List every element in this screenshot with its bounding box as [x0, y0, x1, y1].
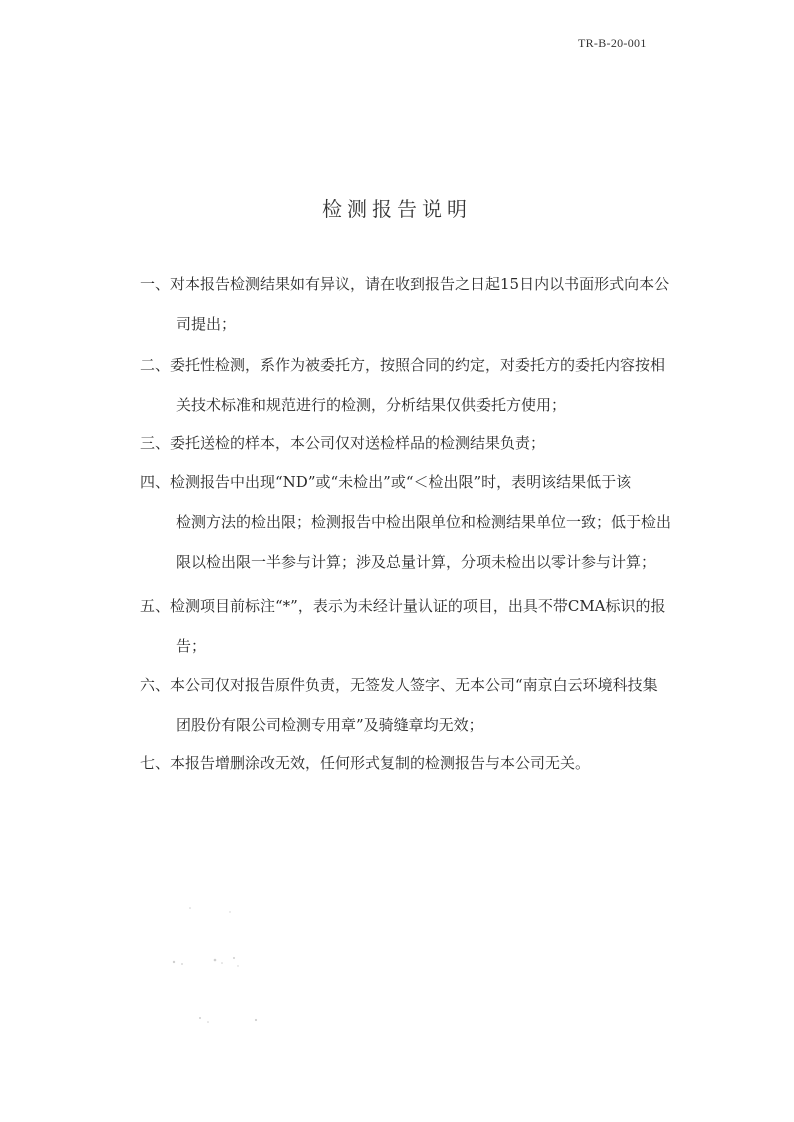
clause-3	[140, 423, 545, 463]
clause-line: 司提出；	[176, 315, 237, 333]
clause-line: 二、委托性检测，系作为被委托方，按照合同的约定，对委托方的委托内容按相	[140, 356, 666, 374]
clause-4	[140, 462, 671, 582]
clause-line: 检测方法的检出限；检测报告中检出限单位和检测结果单位一致；低于检出	[176, 513, 672, 531]
clause-line: 六、本公司仅对报告原件负责，无签发人签字、无本公司“南京白云环境科技集	[140, 676, 658, 694]
clause-6	[140, 665, 658, 745]
clause-line: 限以检出限一半参与计算；涉及总量计算，分项未检出以零计参与计算；	[176, 553, 657, 571]
clause-1	[140, 264, 669, 344]
document-code: TR-B-20-001	[578, 36, 647, 50]
clause-5	[140, 586, 666, 666]
clause-line: 五、检测项目前标注“*”，表示为未经计量认证的项目，出具不带CMA标识的报	[140, 597, 666, 615]
clause-line: 三、委托送检的样本，本公司仅对送检样品的检测结果负责；	[140, 434, 546, 452]
clause-line: 关技术标准和规范进行的检测，分析结果仅供委托方使用；	[176, 396, 567, 414]
clause-line: 七、本报告增删涂改无效，任何形式复制的检测报告与本公司无关。	[140, 754, 591, 772]
clause-line: 四、检测报告中出现“ND”或“未检出”或“＜检出限”时，表明该结果低于该	[140, 473, 632, 491]
clause-7	[140, 743, 590, 783]
scan-artifact	[160, 900, 280, 1040]
page-title: 检测报告说明	[322, 197, 472, 221]
clause-line: 一、对本报告检测结果如有异议，请在收到报告之日起15日内以书面形式向本公	[140, 275, 670, 293]
clause-line: 告；	[176, 637, 207, 655]
clause-line: 团股份有限公司检测专用章”及骑缝章均无效；	[176, 716, 484, 734]
clause-2	[140, 345, 665, 425]
